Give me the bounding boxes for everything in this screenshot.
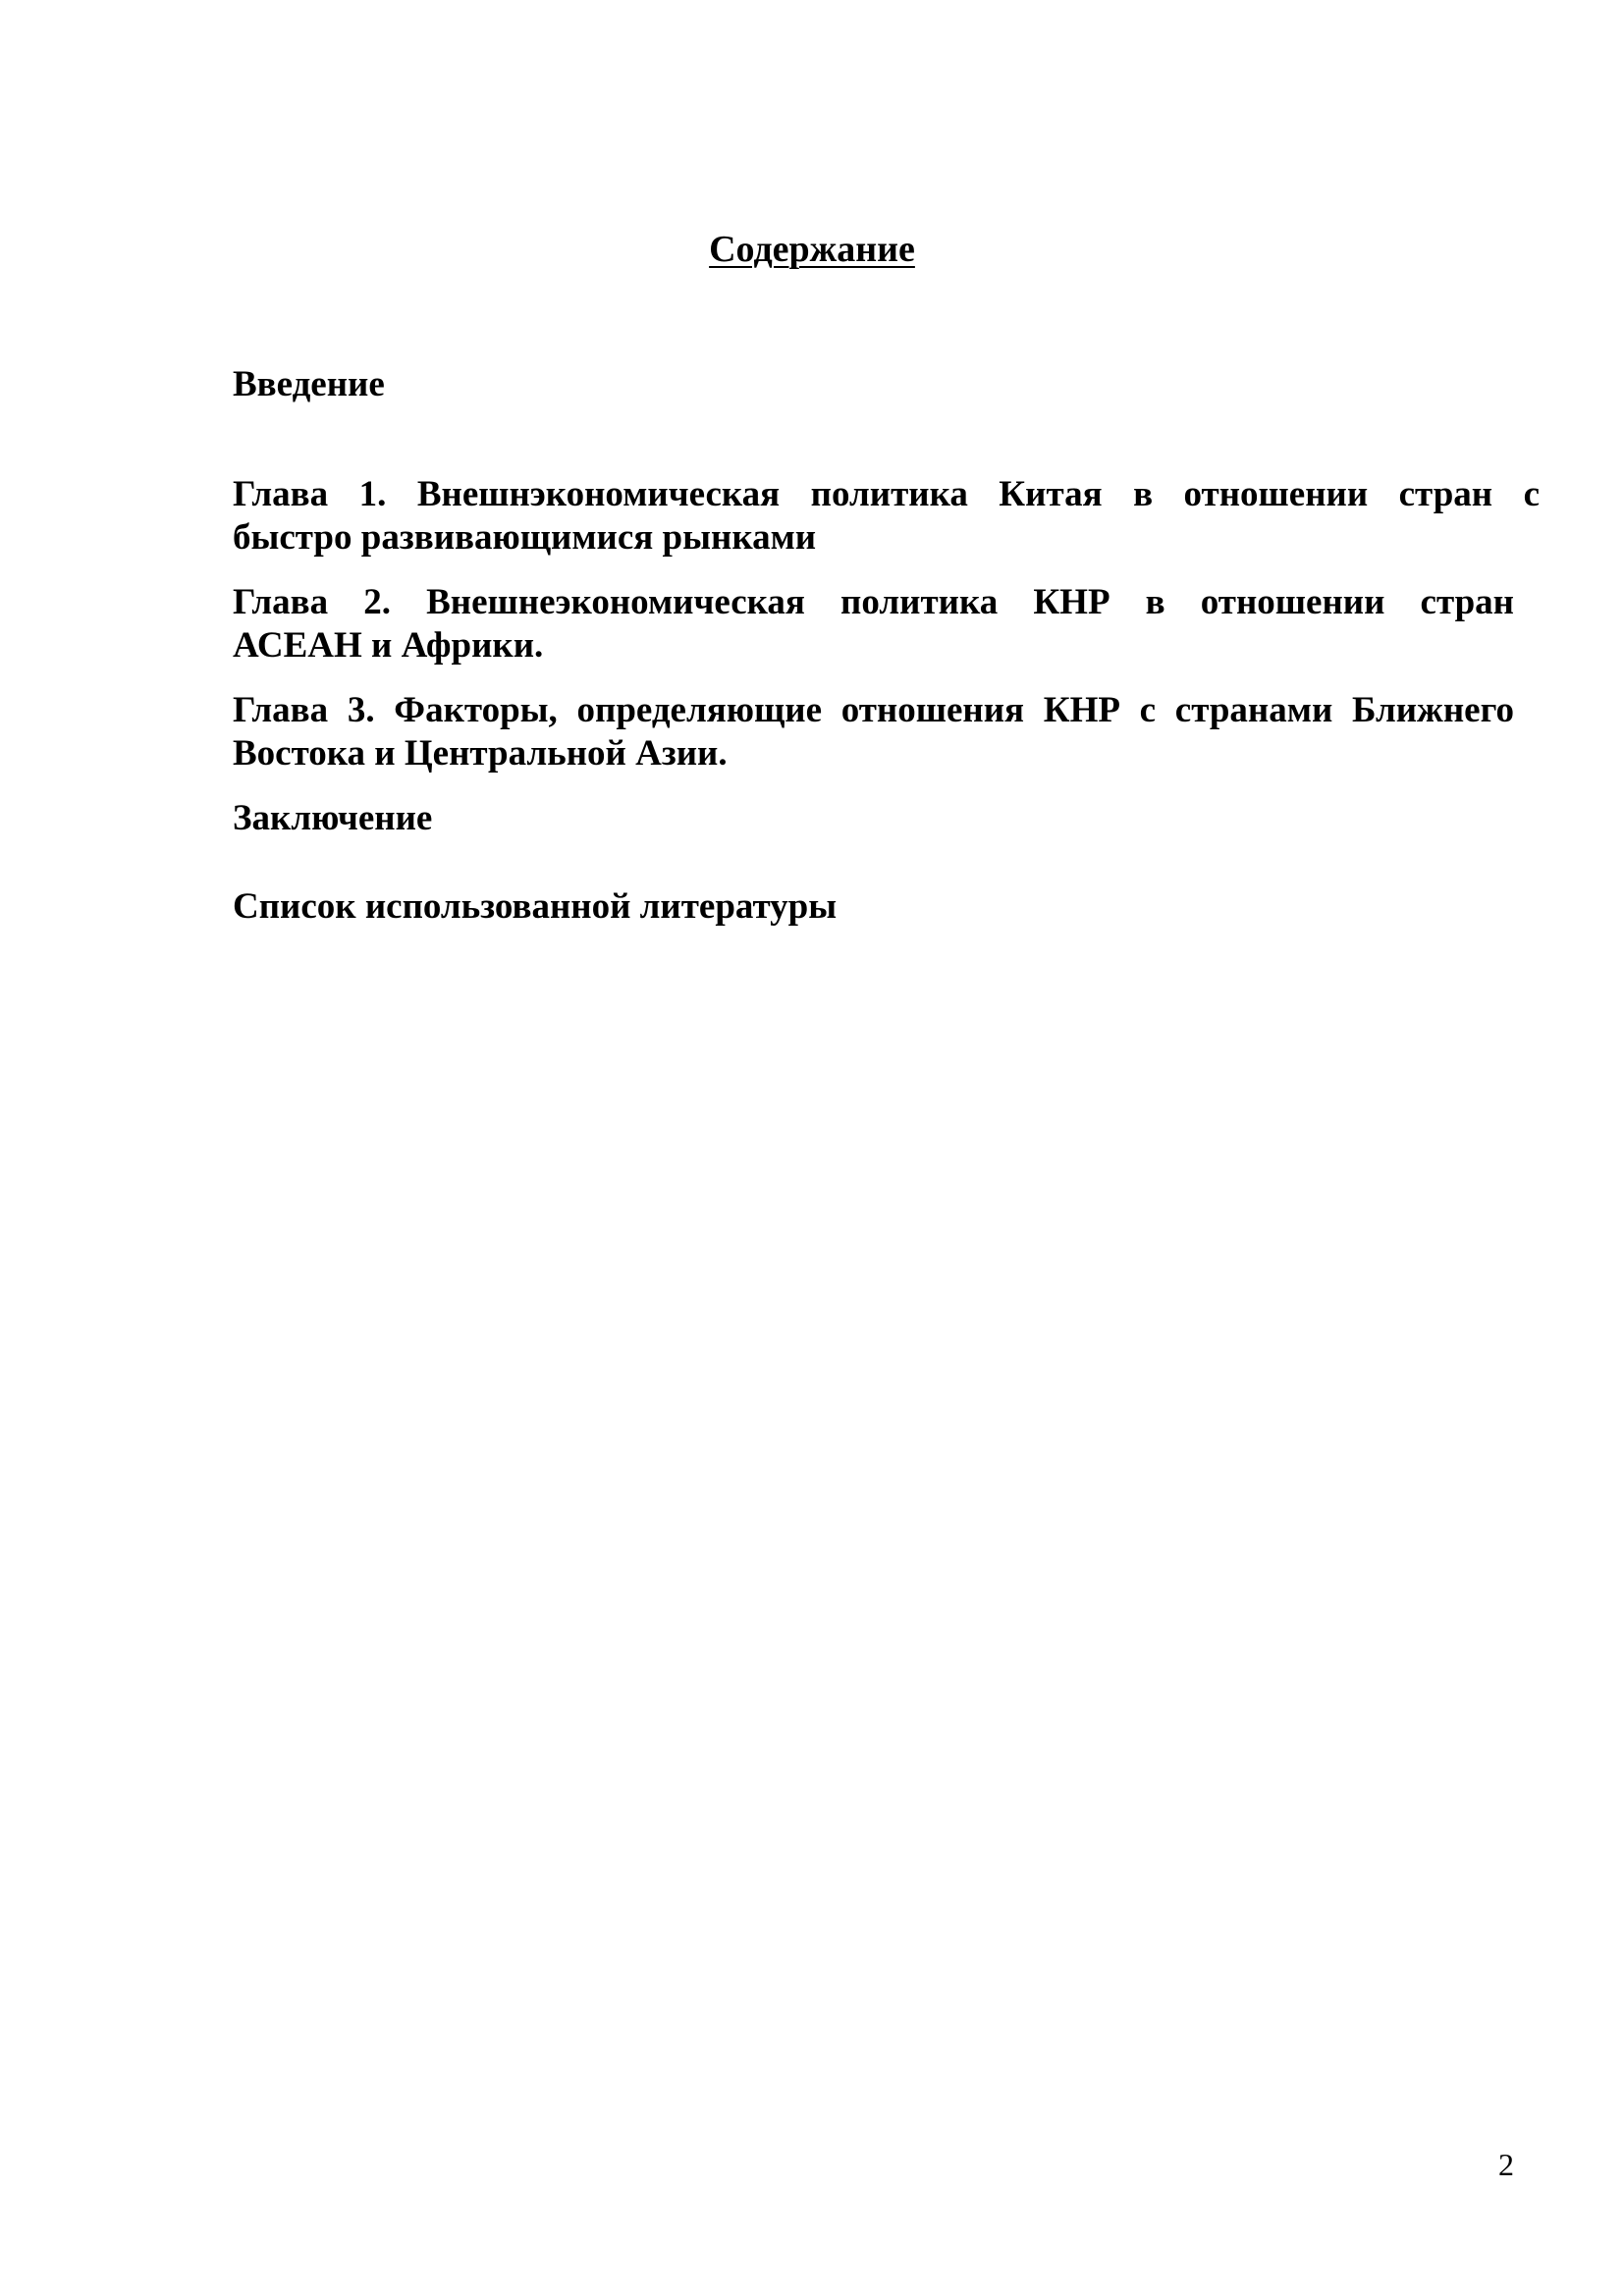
toc-entry-line: Глава 2. Внешнеэкономическая политика КНР в отношении стран	[233, 582, 1514, 622]
toc-entry-line: Востока и Центральной Азии.	[233, 733, 728, 774]
toc-entry-chapter-3	[233, 689, 1514, 775]
toc-entry-line: Глава 1. Внешнэкономическая политика Китая в отношении стран с	[233, 474, 1540, 514]
toc-entry-chapter-2	[233, 581, 1514, 667]
toc-entry-introduction	[233, 363, 385, 406]
page-number: 2	[1498, 2147, 1514, 2182]
toc-entry-bibliography	[233, 885, 837, 929]
toc-entry-line: Глава 3. Факторы, определяющие отношения КНР с странами Ближнего	[233, 690, 1514, 730]
toc-entry-chapter-1	[233, 473, 1540, 560]
toc-entry-line: Список использованной литературы	[233, 886, 838, 927]
toc-entry-line: АСЕАН и Африки.	[233, 625, 544, 666]
toc-entry-line: Введение	[233, 364, 385, 404]
toc-entry-line: быстро развивающимися рынками	[233, 517, 817, 558]
toc-entry-conclusion	[233, 797, 432, 840]
page-title: Содержание	[709, 229, 915, 270]
toc-entry-line: Заключение	[233, 798, 433, 838]
